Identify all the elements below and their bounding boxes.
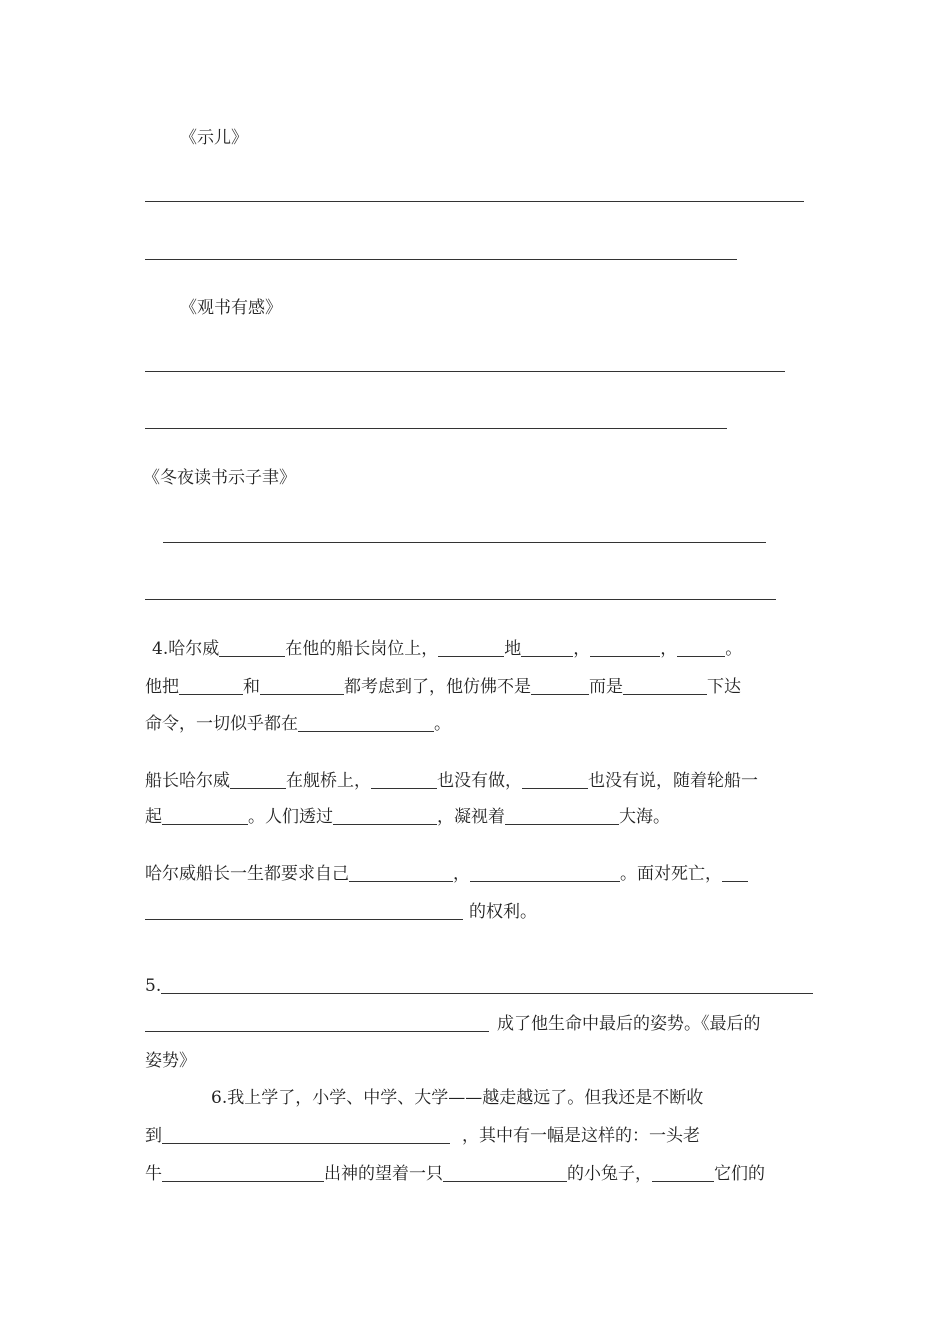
- q4-text: 。面对死亡，: [620, 864, 722, 884]
- q4-line-5: [145, 806, 670, 828]
- fill-blank[interactable]: [333, 807, 437, 825]
- fill-blank[interactable]: [161, 976, 813, 994]
- q4-text: 而是: [589, 677, 623, 697]
- fill-blank[interactable]: [162, 1126, 450, 1144]
- answer-line: [163, 542, 766, 543]
- q4-line-1: [152, 638, 742, 660]
- q5-number: 5.: [145, 976, 162, 996]
- poem-title-shi-er: 《示儿》: [180, 128, 248, 148]
- q4-line-2: [145, 676, 741, 698]
- q4-text: 。: [434, 714, 451, 734]
- q4-text: 。: [725, 639, 743, 659]
- q4-line-7: [145, 901, 537, 923]
- q6-line-2: [145, 1125, 700, 1147]
- fill-blank[interactable]: [443, 1164, 567, 1182]
- q4-text: 下达: [707, 677, 741, 697]
- q4-text: 在舰桥上，: [286, 771, 371, 791]
- fill-blank[interactable]: [260, 677, 344, 695]
- q4-text: 他把: [145, 677, 179, 697]
- q5-line-1: [145, 975, 813, 997]
- answer-line: [145, 428, 727, 429]
- fill-blank[interactable]: [145, 902, 463, 920]
- q4-text: 4.哈尔威: [152, 639, 220, 659]
- fill-blank[interactable]: [230, 771, 286, 789]
- q4-text: 和: [243, 677, 260, 697]
- q4-text: ，: [573, 639, 591, 659]
- fill-blank[interactable]: [371, 771, 437, 789]
- poem-title-guan-shu-you-gan: 《观书有感》: [180, 298, 282, 318]
- q6-text: 牛: [145, 1164, 162, 1184]
- q6-text: 的小兔子，: [567, 1164, 652, 1184]
- q4-text: 大海。: [619, 807, 670, 827]
- q4-text: 的权利。: [469, 902, 537, 922]
- q4-line-6: [145, 863, 748, 885]
- answer-line: [145, 599, 776, 600]
- q4-text: 起: [145, 807, 162, 827]
- q4-text: 地: [504, 639, 522, 659]
- fill-blank[interactable]: [349, 864, 453, 882]
- q4-text: 也没有说，随着轮船一: [588, 771, 758, 791]
- q4-text: 命令，一切似乎都在: [145, 714, 298, 734]
- q4-text: 。人们透过: [248, 807, 333, 827]
- answer-line: [145, 259, 737, 260]
- fill-blank[interactable]: [179, 677, 243, 695]
- q4-line-3: [145, 713, 451, 735]
- q5-text: 成了他生命中最后的姿势。《最后的: [497, 1014, 761, 1034]
- q6-text: 它们的: [714, 1164, 765, 1184]
- answer-line: [145, 371, 785, 372]
- q5-line-2: [145, 1013, 761, 1035]
- fill-blank[interactable]: [145, 1014, 489, 1032]
- answer-line: [145, 201, 804, 202]
- fill-blank[interactable]: [677, 639, 725, 657]
- poem-title-dong-ye-du-shu: 《冬夜读书示子聿》: [143, 468, 296, 488]
- q6-line-1: 6.我上学了，小学、中学、大学——越走越远了。但我还是不断收: [211, 1088, 704, 1108]
- q4-text: 在他的船长岗位上，: [285, 639, 439, 659]
- q4-text: 都考虑到了，他仿佛不是: [344, 677, 531, 697]
- q6-line-3: [145, 1163, 765, 1185]
- fill-blank[interactable]: [522, 771, 588, 789]
- q6-text: ，其中有一幅是这样的：一头老: [462, 1126, 700, 1146]
- q4-text: 也没有做，: [437, 771, 522, 791]
- q5-line-3: 姿势》: [145, 1051, 196, 1071]
- fill-blank[interactable]: [438, 639, 504, 657]
- q4-text: ，凝视着: [437, 807, 505, 827]
- fill-blank[interactable]: [623, 677, 707, 695]
- fill-blank[interactable]: [521, 639, 573, 657]
- fill-blank[interactable]: [505, 807, 619, 825]
- q6-text: 到: [145, 1126, 162, 1146]
- fill-blank[interactable]: [722, 864, 748, 882]
- fill-blank[interactable]: [162, 1164, 324, 1182]
- q4-text: 哈尔威船长一生都要求自己: [145, 864, 349, 884]
- fill-blank[interactable]: [219, 639, 285, 657]
- q6-text: 出神的望着一只: [324, 1164, 443, 1184]
- fill-blank[interactable]: [470, 864, 620, 882]
- q4-text: ，: [453, 864, 470, 884]
- q4-line-4: [145, 770, 758, 792]
- fill-blank[interactable]: [531, 677, 589, 695]
- q4-text: ，: [660, 639, 678, 659]
- fill-blank[interactable]: [298, 714, 434, 732]
- fill-blank[interactable]: [652, 1164, 714, 1182]
- fill-blank[interactable]: [162, 807, 248, 825]
- q4-text: 船长哈尔威: [145, 771, 230, 791]
- fill-blank[interactable]: [590, 639, 660, 657]
